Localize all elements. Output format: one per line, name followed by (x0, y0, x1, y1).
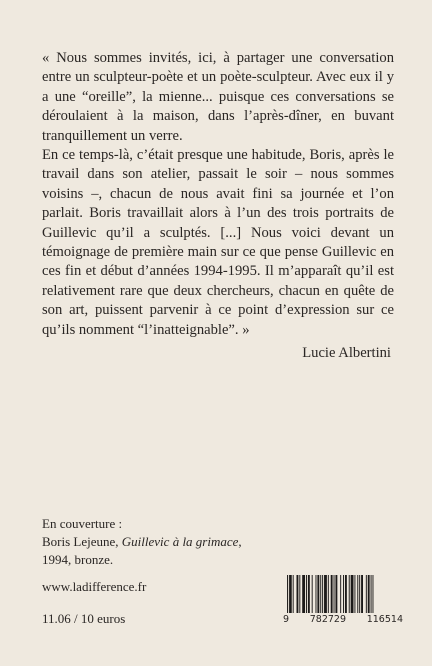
barcode-bars (283, 575, 403, 613)
barcode-digits-right: 116514 (366, 614, 403, 625)
cover-work-title: Guillevic à la grimace (121, 534, 239, 550)
quote-signature: Lucie Albertini (302, 345, 391, 361)
barcode-digits-left: 782729 (309, 614, 347, 625)
barcode-digit-lead: 9 (283, 614, 290, 625)
cover-credit-details: 1994, bronze. (42, 552, 114, 568)
quote-paragraph-1: « Nous sommes invités, ici, à partager une conversation entre un sculpteur-poète et un poète-sculpteur. Avec eux il y a une “oreille”, la mienne... puisque ces conversations se déroulaient à la maison, dans l’après-dîner, en buvant tranquillement un verre. (42, 50, 394, 144)
cover-work-suffix: , (238, 534, 242, 550)
cover-credit-work (42, 533, 242, 551)
barcode-digits (283, 614, 403, 625)
cover-artist: Boris Lejeune, (42, 534, 122, 550)
quote-paragraph-2: En ce temps-là, c’était presque une habitude, Boris, après le travail dans son atelier, passait le soir – nous sommes voisins –, chacun de nous avait fini sa journée et l’on parlait. Boris travaillait alors à l’un des trois portraits de Guillevic qu’il a sculptés. [...] Nous voici devant un témoignage de première main sur ce que pense Guillevic en ces fin et début d’années 1994-1995. Il m’apparaît qu’il est relativement rare que deux chercheurs, chacun en quête de son art, puissent parvenir à ce point d’expression sur ce qu’ils nomment “l’inatteignable”. » (42, 147, 394, 338)
cover-credit-heading: En couverture : (42, 516, 123, 531)
cover-credit (42, 515, 242, 570)
back-cover-quote (42, 49, 394, 340)
publisher-website: www.ladifference.fr (42, 579, 147, 594)
isbn-barcode (283, 575, 403, 625)
price-label: 11.06 / 10 euros (42, 611, 126, 626)
